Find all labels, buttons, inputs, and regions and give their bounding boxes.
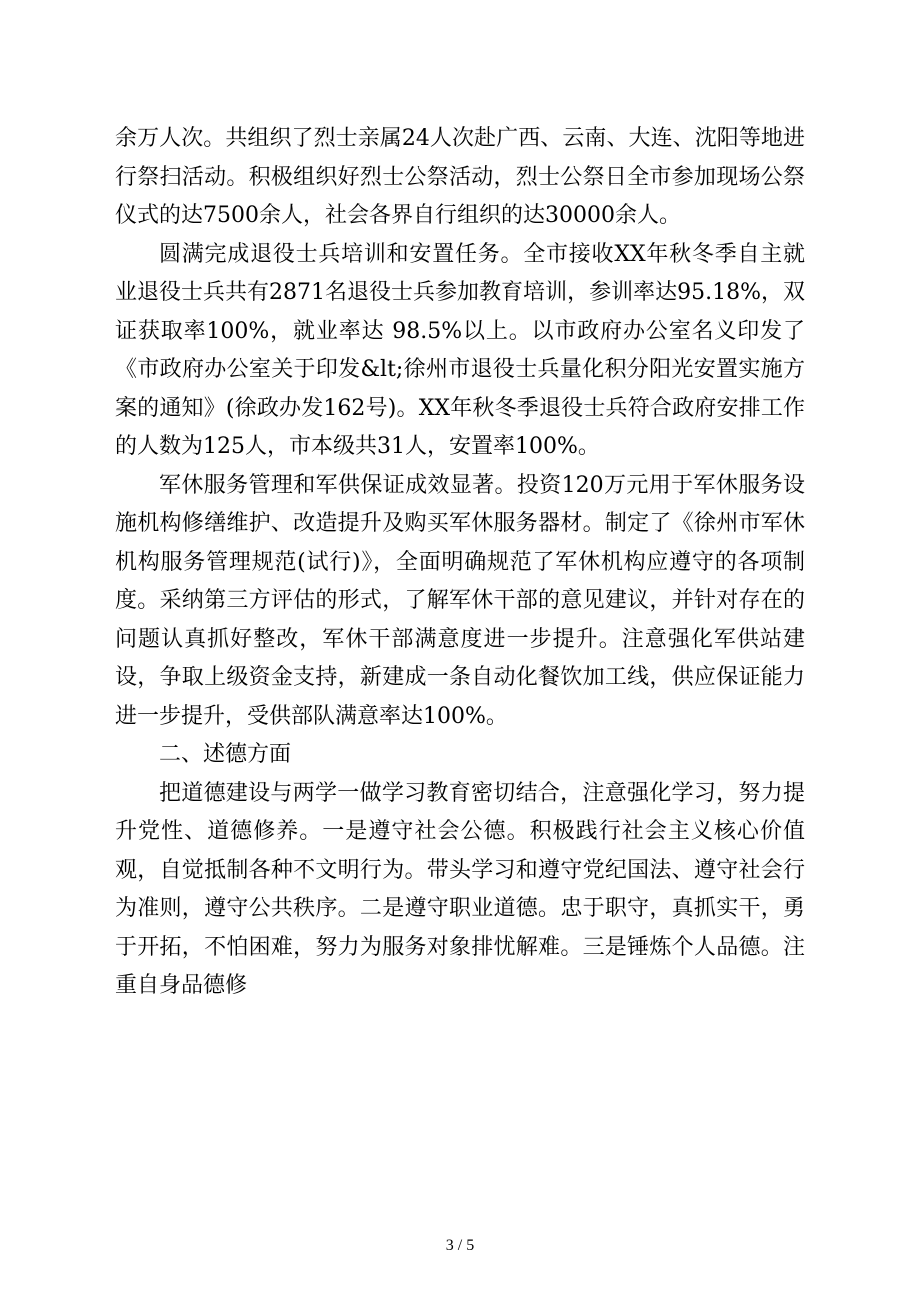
body-text <box>115 120 805 1006</box>
paragraph-continuation: 余万人次。共组织了烈士亲属24人次赴广西、云南、大连、沈阳等地进行祭扫活动。积极组织好烈士公祭活动，烈士公祭日全市参加现场公祭仪式的达7500余人，社会各界自行组织的达30000余人。 <box>115 126 805 228</box>
paragraph-moral-building: 把道德建设与两学一做学习教育密切结合，注意强化学习，努力提升党性、道德修养。一是遵守社会公德。积极践行社会主义核心价值观，自觉抵制各种不文明行为。带头学习和遵守党纪国法、遵守社会行为准则，遵守公共秩序。二是遵守职业道德。忠于职守，真抓实干，勇于开拓，不怕困难，努力为服务对象排忧解难。三是锤炼个人品德。注重自身品德修 <box>115 780 805 998</box>
paragraph-military-retiree-services: 军休服务管理和军供保证成效显著。投资120万元用于军休服务设施机构修缮维护、改造提升及购买军休服务器材。制定了《徐州市军休机构服务管理规范(试行)》，全面明确规范了军休机构应遵守的各项制度。采纳第三方评估的形式，了解军休干部的意见建议，并针对存在的问题认真抓好整改，军休干部满意度进一步提升。注意强化军供站建设，争取上级资金支持，新建成一条自动化餐饮加工线，供应保证能力进一步提升，受供部队满意率达100%。 <box>115 472 805 729</box>
section-heading-morality: 二、述德方面 <box>159 742 292 767</box>
page-number: 3 / 5 <box>445 1237 475 1254</box>
paragraph-veteran-placement: 圆满完成退役士兵培训和安置任务。全市接收XX年秋冬季自主就业退役士兵共有2871名退役士兵参加教育培训，参训率达95.18%，双证获取率100%，就业率达 98.5%以上。以市政府办公室名义印发了《市政府办公室关于印发&lt;徐州市退役士兵量化积分阳光安置实施方案的通知》(徐政办发162号)。XX年秋冬季退役士兵符合政府安排工作的人数为125人，市本级共31人，安置率100%。 <box>115 241 805 459</box>
